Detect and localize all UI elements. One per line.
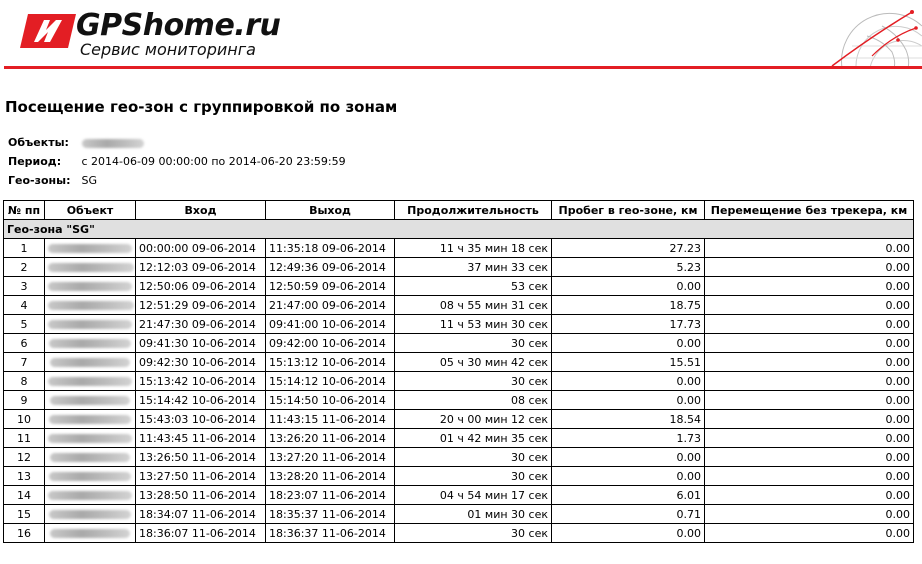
row-enter-time: 13:26:50 11-06-2014 [136, 448, 266, 467]
row-enter-time: 15:43:03 10-06-2014 [136, 410, 266, 429]
row-duration: 11 ч 35 мин 18 сек [395, 239, 552, 258]
row-no-tracker: 0.00 [705, 239, 914, 258]
row-exit-time: 09:42:00 10-06-2014 [266, 334, 395, 353]
row-duration: 04 ч 54 мин 17 сек [395, 486, 552, 505]
row-enter-time: 15:13:42 10-06-2014 [136, 372, 266, 391]
blurred-object-name [49, 472, 131, 481]
col-object-header: Объект [45, 201, 136, 220]
row-exit-time: 11:43:15 11-06-2014 [266, 410, 395, 429]
table-row [4, 353, 914, 372]
geo-zone-group-row [4, 220, 914, 239]
objects-row [8, 133, 346, 152]
row-exit-time: 18:23:07 11-06-2014 [266, 486, 395, 505]
row-no-tracker: 0.00 [705, 505, 914, 524]
row-object [45, 486, 136, 505]
zones-value: SG [81, 174, 98, 187]
row-enter-time: 21:47:30 09-06-2014 [136, 315, 266, 334]
row-exit-time: 13:26:20 11-06-2014 [266, 429, 395, 448]
row-no-tracker: 0.00 [705, 467, 914, 486]
row-no-tracker: 0.00 [705, 524, 914, 543]
row-duration: 30 сек [395, 372, 552, 391]
row-duration: 08 сек [395, 391, 552, 410]
logo-subtitle: Сервис мониторинга [80, 40, 256, 59]
table-row [4, 505, 914, 524]
row-duration: 53 сек [395, 277, 552, 296]
col-duration-header: Продолжительность [395, 201, 552, 220]
blurred-object-name [48, 282, 132, 291]
row-mileage: 17.73 [552, 315, 705, 334]
row-number: 9 [4, 391, 45, 410]
row-duration: 30 сек [395, 334, 552, 353]
blurred-object-name [48, 491, 132, 500]
row-no-tracker: 0.00 [705, 429, 914, 448]
gpshome-logo[interactable] [20, 10, 310, 58]
row-duration: 05 ч 30 мин 42 сек [395, 353, 552, 372]
row-enter-time: 00:00:00 09-06-2014 [136, 239, 266, 258]
row-object [45, 467, 136, 486]
table-row [4, 448, 914, 467]
row-duration: 01 ч 42 мин 35 сек [395, 429, 552, 448]
col-number-header: № пп [4, 201, 45, 220]
row-no-tracker: 0.00 [705, 486, 914, 505]
row-enter-time: 15:14:42 10-06-2014 [136, 391, 266, 410]
row-number: 15 [4, 505, 45, 524]
table-header-row [4, 201, 914, 220]
blurred-object-name [48, 244, 132, 253]
row-exit-time: 15:14:12 10-06-2014 [266, 372, 395, 391]
row-number: 10 [4, 410, 45, 429]
blurred-object-name [48, 320, 132, 329]
row-number: 8 [4, 372, 45, 391]
row-mileage: 0.00 [552, 448, 705, 467]
row-enter-time: 18:36:07 11-06-2014 [136, 524, 266, 543]
zones-label: Гео-зоны: [8, 174, 71, 187]
row-object [45, 353, 136, 372]
row-enter-time: 12:12:03 09-06-2014 [136, 258, 266, 277]
table-row [4, 315, 914, 334]
row-enter-time: 12:51:29 09-06-2014 [136, 296, 266, 315]
blurred-object-name [48, 377, 132, 386]
row-exit-time: 13:27:20 11-06-2014 [266, 448, 395, 467]
row-object [45, 372, 136, 391]
col-no-tracker-header: Перемещение без трекера, км [705, 201, 914, 220]
row-object [45, 410, 136, 429]
zones-row [8, 171, 346, 190]
table-row [4, 524, 914, 543]
table-row [4, 334, 914, 353]
row-number: 3 [4, 277, 45, 296]
gps-logo-icon [20, 12, 76, 50]
blurred-object-name [49, 339, 131, 348]
row-mileage: 0.71 [552, 505, 705, 524]
row-mileage: 0.00 [552, 391, 705, 410]
objects-label: Объекты: [8, 136, 69, 149]
blurred-object-name [50, 358, 130, 367]
row-number: 5 [4, 315, 45, 334]
visits-table [3, 200, 914, 543]
row-mileage: 0.00 [552, 372, 705, 391]
row-no-tracker: 0.00 [705, 410, 914, 429]
row-object [45, 334, 136, 353]
row-number: 6 [4, 334, 45, 353]
row-enter-time: 09:41:30 10-06-2014 [136, 334, 266, 353]
period-value: с 2014-06-09 00:00:00 по 2014-06-20 23:59:59 [81, 155, 346, 168]
col-mileage-header: Пробег в гео-зоне, км [552, 201, 705, 220]
row-exit-time: 15:14:50 10-06-2014 [266, 391, 395, 410]
table-row [4, 467, 914, 486]
row-object [45, 505, 136, 524]
row-number: 14 [4, 486, 45, 505]
table-row [4, 296, 914, 315]
row-number: 12 [4, 448, 45, 467]
row-enter-time: 13:27:50 11-06-2014 [136, 467, 266, 486]
row-object [45, 315, 136, 334]
row-object [45, 277, 136, 296]
row-enter-time: 18:34:07 11-06-2014 [136, 505, 266, 524]
blurred-object-name [49, 510, 131, 519]
col-exit-header: Выход [266, 201, 395, 220]
header-divider [4, 66, 922, 69]
row-object [45, 258, 136, 277]
page-header [0, 0, 922, 70]
globe-decoration-icon [812, 6, 922, 68]
row-mileage: 18.54 [552, 410, 705, 429]
row-object [45, 524, 136, 543]
blurred-object-name [82, 139, 144, 148]
row-no-tracker: 0.00 [705, 277, 914, 296]
table-row [4, 277, 914, 296]
blurred-object-name [50, 396, 130, 405]
row-no-tracker: 0.00 [705, 315, 914, 334]
blurred-object-name [49, 415, 131, 424]
row-exit-time: 11:35:18 09-06-2014 [266, 239, 395, 258]
table-row [4, 258, 914, 277]
row-duration: 30 сек [395, 467, 552, 486]
row-mileage: 0.00 [552, 524, 705, 543]
report-parameters [8, 133, 346, 190]
row-duration: 30 сек [395, 524, 552, 543]
row-mileage: 27.23 [552, 239, 705, 258]
row-exit-time: 13:28:20 11-06-2014 [266, 467, 395, 486]
table-row [4, 410, 914, 429]
period-row [8, 152, 346, 171]
row-duration: 30 сек [395, 448, 552, 467]
row-number: 1 [4, 239, 45, 258]
row-no-tracker: 0.00 [705, 296, 914, 315]
row-duration: 37 мин 33 сек [395, 258, 552, 277]
row-mileage: 0.00 [552, 334, 705, 353]
row-duration: 20 ч 00 мин 12 сек [395, 410, 552, 429]
row-no-tracker: 0.00 [705, 334, 914, 353]
row-enter-time: 09:42:30 10-06-2014 [136, 353, 266, 372]
row-object [45, 391, 136, 410]
table-row [4, 429, 914, 448]
row-mileage: 15.51 [552, 353, 705, 372]
report-title: Посещение гео-зон с группировкой по зонам [5, 98, 398, 116]
row-mileage: 0.00 [552, 467, 705, 486]
row-number: 13 [4, 467, 45, 486]
table-row [4, 372, 914, 391]
row-duration: 08 ч 55 мин 31 сек [395, 296, 552, 315]
blurred-object-name [48, 301, 134, 310]
row-exit-time: 21:47:00 09-06-2014 [266, 296, 395, 315]
row-no-tracker: 0.00 [705, 258, 914, 277]
row-object [45, 296, 136, 315]
row-exit-time: 12:50:59 09-06-2014 [266, 277, 395, 296]
row-no-tracker: 0.00 [705, 448, 914, 467]
row-mileage: 1.73 [552, 429, 705, 448]
row-mileage: 0.00 [552, 277, 705, 296]
blurred-object-name [50, 529, 130, 538]
row-number: 11 [4, 429, 45, 448]
row-object [45, 429, 136, 448]
row-enter-time: 11:43:45 11-06-2014 [136, 429, 266, 448]
logo-wordmark: GPShome.ru [76, 8, 281, 43]
blurred-object-name [48, 434, 132, 443]
row-enter-time: 13:28:50 11-06-2014 [136, 486, 266, 505]
row-enter-time: 12:50:06 09-06-2014 [136, 277, 266, 296]
row-mileage: 5.23 [552, 258, 705, 277]
blurred-object-name [48, 263, 134, 272]
row-exit-time: 18:36:37 11-06-2014 [266, 524, 395, 543]
table-row [4, 239, 914, 258]
row-exit-time: 09:41:00 10-06-2014 [266, 315, 395, 334]
row-exit-time: 15:13:12 10-06-2014 [266, 353, 395, 372]
row-mileage: 6.01 [552, 486, 705, 505]
table-row [4, 486, 914, 505]
row-number: 16 [4, 524, 45, 543]
row-exit-time: 12:49:36 09-06-2014 [266, 258, 395, 277]
col-enter-header: Вход [136, 201, 266, 220]
row-no-tracker: 0.00 [705, 353, 914, 372]
row-number: 2 [4, 258, 45, 277]
row-no-tracker: 0.00 [705, 391, 914, 410]
period-label: Период: [8, 155, 62, 168]
row-number: 4 [4, 296, 45, 315]
row-mileage: 18.75 [552, 296, 705, 315]
table-row [4, 391, 914, 410]
row-duration: 01 мин 30 сек [395, 505, 552, 524]
row-exit-time: 18:35:37 11-06-2014 [266, 505, 395, 524]
row-duration: 11 ч 53 мин 30 сек [395, 315, 552, 334]
geo-zone-group-label: Гео-зона "SG" [4, 220, 914, 239]
row-number: 7 [4, 353, 45, 372]
row-object [45, 239, 136, 258]
row-object [45, 448, 136, 467]
row-no-tracker: 0.00 [705, 372, 914, 391]
blurred-object-name [50, 453, 130, 462]
